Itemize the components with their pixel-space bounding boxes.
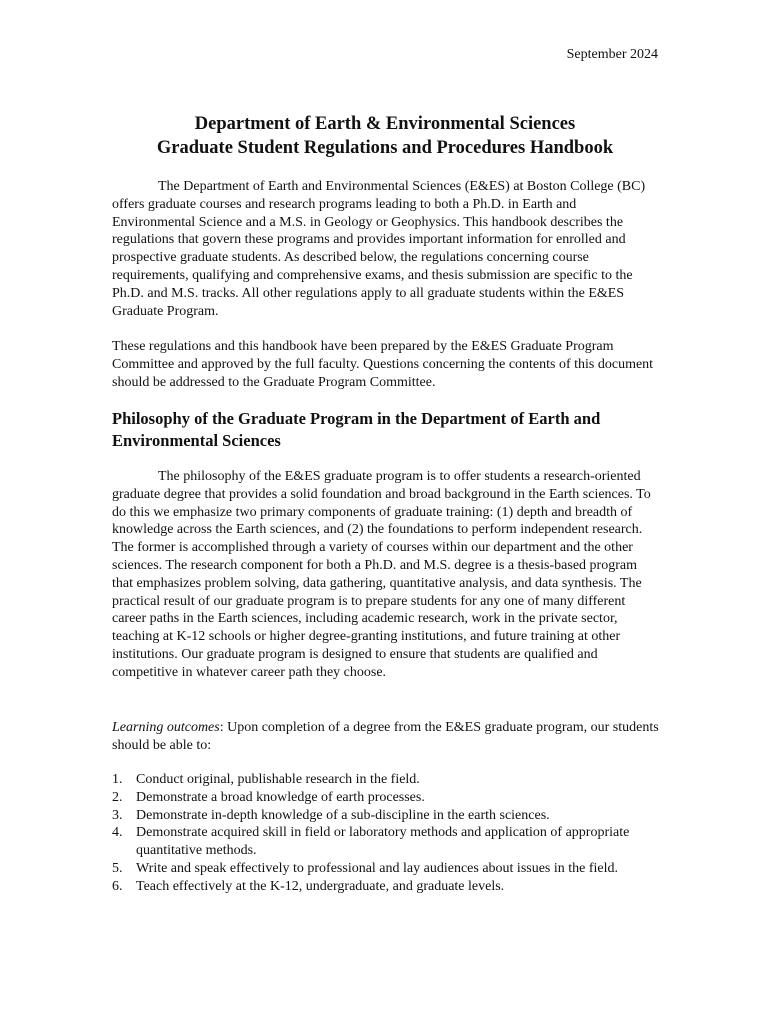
list-item-number: 6. xyxy=(112,878,123,894)
learning-outcomes-text: : Upon completion of a degree from the E&ES graduate program, our students should be able to: xyxy=(112,720,659,753)
list-item xyxy=(112,771,660,789)
list-item xyxy=(112,789,660,807)
learning-outcomes-label: Learning outcomes xyxy=(112,720,220,735)
document-title xyxy=(0,112,770,160)
intro-section xyxy=(112,178,660,320)
list-item-number: 5. xyxy=(112,860,123,876)
preparation-paragraph: These regulations and this handbook have been prepared by the E&ES Graduate Program Committee and approved by the full faculty. Questions concerning the contents of this document should be addressed to the Graduate Program Committee. xyxy=(112,339,654,390)
list-item-number: 4. xyxy=(112,825,123,841)
philosophy-section xyxy=(112,468,660,682)
list-item-text: Write and speak effectively to professional and lay audiences about issues in the field. xyxy=(136,860,619,876)
list-item-text: Demonstrate in-depth knowledge of a sub-discipline in the earth sciences. xyxy=(136,807,550,823)
philosophy-heading: Philosophy of the Graduate Program in the Department of Earth and Environmental Sciences xyxy=(112,409,601,450)
list-item-text: Conduct original, publishable research in the field. xyxy=(136,772,420,787)
list-item-text: Demonstrate acquired skill in field or laboratory methods and application of appropriate quantitative methods. xyxy=(136,825,630,859)
list-item xyxy=(112,878,660,896)
list-item-number: 1. xyxy=(112,772,123,787)
document-date: September 2024 xyxy=(566,47,658,62)
list-item-number: 3. xyxy=(112,807,123,823)
learning-outcomes-paragraph xyxy=(112,719,660,755)
title-line-1: Department of Earth & Environmental Sciences xyxy=(194,114,576,134)
list-item-text: Teach effectively at the K-12, undergraduate, and graduate levels. xyxy=(136,878,505,894)
learning-outcomes-list xyxy=(112,771,660,896)
learning-outcomes-intro xyxy=(112,719,660,755)
philosophy-paragraph: The philosophy of the E&ES graduate program is to offer students a research-oriented graduate degree that provides a solid foundation and broad background in the Earth sciences. To do this we emphasize two primary components of graduate training: (1) depth and breadth of knowledge across the Earth sciences, and (2) the foundations to perform independent research. The former is accomplished through a variety of courses within our department and the other sciences. The research component for both a Ph.D. and M.S. degree is a thesis-based program that emphasizes problem solving, data gathering, quantitative analysis, and data synthesis. The practical result of our graduate program is to prepare students for any one of many different career paths in the Earth sciences, including academic research, work in the private sector, teaching at K-12 schools or higher degree-granting institutions, and future training at other institutions. Our graduate program is designed to ensure that students are qualified and competitive in whatever career path they choose. xyxy=(112,469,651,680)
list-item xyxy=(112,807,660,825)
list-item-text: Demonstrate a broad knowledge of earth processes. xyxy=(136,789,425,805)
title-line-2: Graduate Student Regulations and Procedures Handbook xyxy=(156,138,614,158)
list-item-number: 2. xyxy=(112,789,123,805)
list-item xyxy=(112,860,660,878)
list-item xyxy=(112,824,660,860)
intro-paragraph: The Department of Earth and Environmental Sciences (E&ES) at Boston College (BC) offers graduate courses and research programs leading to both a Ph.D. in Earth and Environmental Science and a M.S. in Geology or Geophysics. This handbook describes the regulations that govern these programs and provides important information for enrolled and prospective graduate students. As described below, the regulations concerning course requirements, qualifying and comprehensive exams, and thesis submission are specific to the Ph.D. and M.S. tracks. All other regulations apply to all graduate students within the E&ES Graduate Program. xyxy=(112,179,646,319)
preparation-section xyxy=(112,338,660,391)
